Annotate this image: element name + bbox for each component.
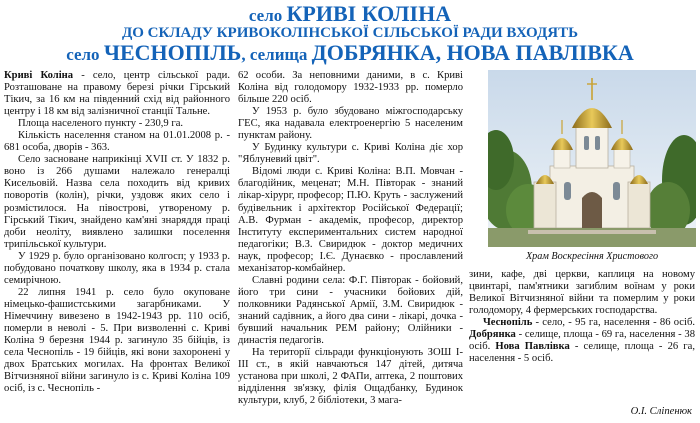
settlement-name-1: Чеснопіль	[483, 317, 533, 329]
col2-paragraph-3: У Будинку культури с. Криві Коліна діє хор "Яблуневий цвіт".	[238, 142, 463, 166]
settlement-name-3: Нова Павлівка	[495, 341, 570, 353]
col1-paragraph-1	[4, 70, 230, 118]
settlement-text-1: - село, - 95 га, населення - 86 осіб.	[532, 317, 695, 329]
col1-paragraph-6: 22 липня 1941 р. село було окуповане німецько-фашистськими загарбниками. У Німеччину вивезено в 1942-1943 рр. 110 осіб, померли в неволі - 5. При визволенні с. Криві Коліна 9 березня 1944 р. загинуло 35 бійців, із села Чеснопіль - 19 бійців, які вони захоронені у двох Братських могилах. На фронтах Великої Вітчизняної війни загинуло із с. Криві Коліна 109 осіб, із с. Чеснопіль -	[4, 286, 230, 395]
col3-paragraph-1: зини, кафе, дві церкви, каплиця на новому цвинтарі, пам'ятники загиблим воїнам у роки Великої Вітчизняної війни та померлим у роки голодомору, 4 фермерських господарства.	[469, 269, 695, 317]
column-3	[469, 269, 695, 365]
photo-caption: Храм Воскресіння Христового	[525, 251, 659, 262]
col2-paragraph-5: Славні родини села: Ф.Г. Півторак - бойовий, його три сини - учасники бойових дій, полковники Радянської Армії, З.М. Свиридюк - знаний садівник, а його два сини - лікарі, дочка - бувший начальник РЕМ району; Олійники - династія педагогів.	[238, 274, 463, 347]
col1-paragraph-2: Площа населеного пункту - 230,9 га.	[18, 118, 184, 130]
header-line-2: ДО СКЛАДУ КРИВОКОЛІНСЬКОЇ СІЛЬСЬКОЇ РАДИ ВХОДЯТЬ	[121, 25, 579, 41]
col1-paragraph-4: Село засноване наприкінці XVII ст. У 1832 р. воно із 266 душами належало генералці Кисельовій. Назва села походить від кривих поворотів (колін), річки, уздовж яких село і розмістилося. На півострові, утвореному р. Гірський Тікич, знайдено кам'яні знаряддя праці доби неоліту, виявлено залишки поселення трипільської культури.	[4, 154, 230, 250]
village-name-bold: Криві Коліна	[4, 70, 74, 81]
header-line3-a: село	[66, 45, 104, 64]
header-line3-d: ДОБРЯНКА, НОВА ПАВЛІВКА	[311, 40, 634, 65]
settlement-name-2: Добрянка	[469, 329, 516, 341]
column-2	[238, 70, 463, 407]
col1-paragraph-5: У 1929 р. було організовано колгосп; у 1933 р. побудовано початкову школу, яка в 1934 р. стала семирічною.	[4, 250, 230, 286]
header-village-name: КРИВІ КОЛІНА	[286, 1, 452, 26]
col1-paragraph-3: Кількість населення станом на 01.01.2008 р. - 681 особа, дворів - 363.	[4, 130, 230, 154]
page-header	[0, 2, 700, 64]
col3-paragraph-2	[469, 317, 695, 365]
header-line3-c: , селища	[241, 45, 312, 64]
header-line-1	[0, 3, 700, 25]
church-photo	[488, 70, 696, 247]
col2-paragraph-2: У 1953 р. було збудовано міжгосподарську ГЕС, яка надавала електроенергію 5 населеним пунктам району.	[238, 106, 463, 142]
header-village-prefix: село	[248, 6, 287, 25]
header-line-3	[0, 42, 700, 64]
col2-paragraph-4: Відомі люди с. Криві Коліна: В.П. Мовчан - благодійник, меценат; М.Н. Півторак - знаний лікар-хірург, професор; П.Ю. Круть - заслужений будівельник і архітектор Російської Федерації; А.В. Фурман - академік, професор, директор Інституту експериментальних систем народної педагогіки; В.З. Свиридюк - доктор медичних наук, професор; І.Є. Дунаєвко - прославлений механізатор-комбайнер.	[238, 166, 463, 274]
author-signature: О.І. Сліпенюк	[630, 406, 692, 417]
col2-paragraph-6: На території сільради функціонують ЗОШ І-ІІІ ст., в якій навчаються 147 дітей, дитяча установа при школі, 2 ФАПи, аптека, 2 поштових відділення зв'язку, філія Ощадбанку, Будинок культури, клуб, 2 бібліотеки, 3 мага-	[238, 347, 463, 407]
column-1	[4, 70, 230, 395]
col1-p1-text: - село, центр сільської ради. Розташоване на правому березі річки Гірський Тікич, за 16 км на південний схід від районного центру і 18 км від залізничної станції Тальне.	[4, 70, 230, 118]
settlement-text-2: - селище, площа - 69 га, населення - 38 осіб.	[469, 329, 695, 353]
header-line3-b: ЧЕСНОПІЛЬ	[103, 40, 242, 65]
settlement-text-3: - селище, площа - 26 га, населення - 5 осіб.	[469, 341, 695, 365]
church-photo-icon	[488, 70, 696, 247]
col2-paragraph-1: 62 особи. За неповними даними, в с. Криві Коліна від голодомору 1932-1933 рр. померло більше 220 осіб.	[238, 70, 463, 106]
